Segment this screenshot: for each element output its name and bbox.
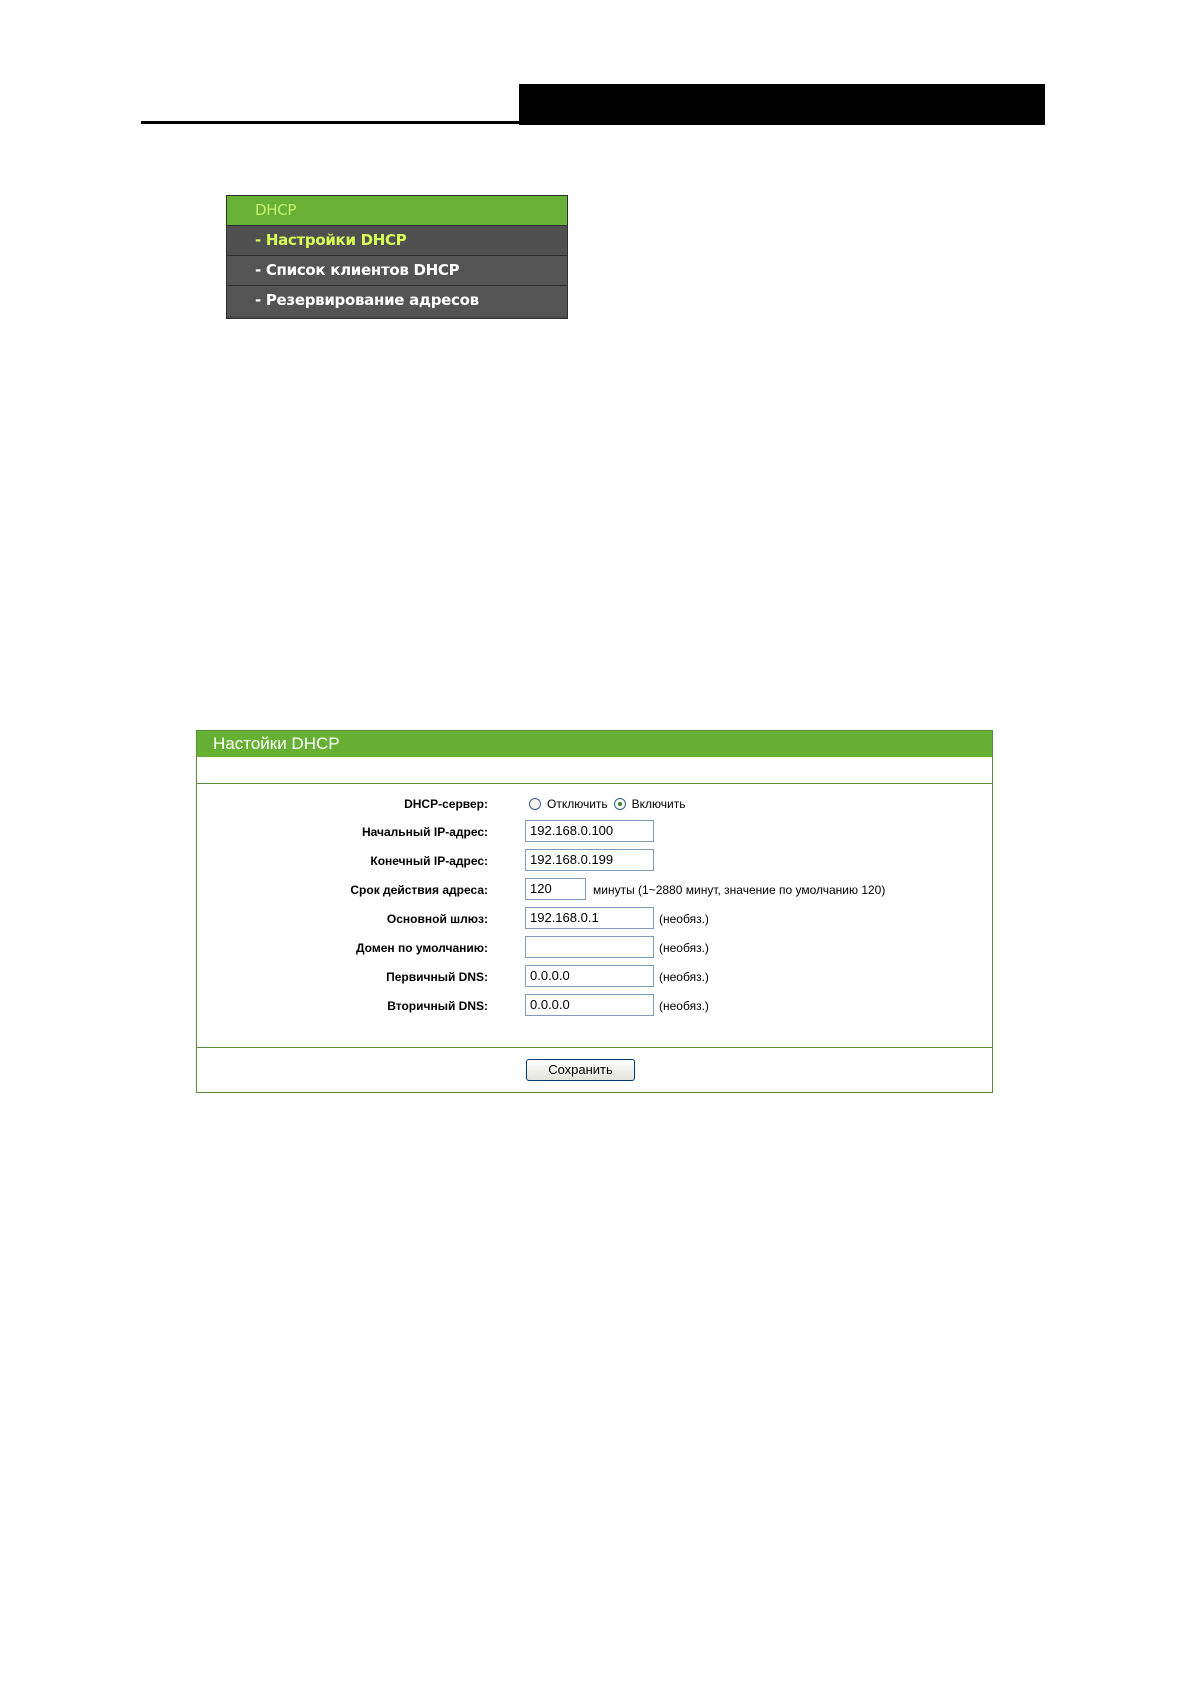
dhcp-server-radio-group: [529, 792, 692, 816]
page-header-rule: [141, 121, 519, 124]
lease-time-label: Срок действия адреса:: [350, 883, 488, 897]
divider: [197, 1047, 992, 1048]
secondary-dns-row: [197, 994, 992, 1018]
radio-enable[interactable]: [614, 798, 626, 810]
domain-label: Домен по умолчанию:: [355, 941, 488, 955]
menu-item-dhcp-clients[interactable]: - Список клиентов DHCP: [227, 256, 567, 286]
radio-enable-label[interactable]: Включить: [631, 797, 686, 811]
primary-dns-row: [197, 965, 992, 989]
start-ip-input[interactable]: 192.168.0.100: [525, 820, 654, 842]
save-button[interactable]: Сохранить: [526, 1059, 635, 1081]
gateway-row: [197, 907, 992, 931]
menu-header-dhcp[interactable]: DHCP: [227, 196, 567, 226]
gateway-label: Основной шлюз:: [386, 912, 488, 926]
radio-disable-label[interactable]: Отключить: [547, 797, 608, 811]
start-ip-row: [197, 820, 992, 844]
domain-input[interactable]: [525, 936, 654, 958]
gateway-hint: (необяз.): [659, 912, 709, 926]
primary-dns-label: Первичный DNS:: [386, 970, 488, 984]
gateway-input[interactable]: 192.168.0.1: [525, 907, 654, 929]
menu-item-dhcp-settings[interactable]: - Настройки DHCP: [227, 226, 567, 256]
primary-dns-input[interactable]: 0.0.0.0: [525, 965, 654, 987]
end-ip-label: Конечный IP-адрес:: [370, 854, 488, 868]
menu-item-address-reservation[interactable]: - Резервирование адресов: [227, 286, 567, 316]
end-ip-input[interactable]: 192.168.0.199: [525, 849, 654, 871]
secondary-dns-label: Вторичный DNS:: [387, 999, 488, 1013]
divider: [197, 783, 992, 784]
page-header-bar: [519, 84, 1045, 125]
dhcp-settings-panel: [196, 730, 993, 1093]
secondary-dns-hint: (необяз.): [659, 999, 709, 1013]
lease-time-hint: минуты (1~2880 минут, значение по умолчанию 120): [593, 883, 886, 897]
end-ip-row: [197, 849, 992, 873]
domain-hint: (необяз.): [659, 941, 709, 955]
domain-row: [197, 936, 992, 960]
panel-title: Настойки DHCP: [197, 731, 992, 757]
secondary-dns-input[interactable]: 0.0.0.0: [525, 994, 654, 1016]
lease-time-input[interactable]: 120: [525, 878, 586, 900]
dhcp-server-label: DHCP-сервер:: [404, 797, 488, 811]
start-ip-label: Начальный IP-адрес:: [361, 825, 488, 839]
lease-time-row: [197, 878, 992, 902]
primary-dns-hint: (необяз.): [659, 970, 709, 984]
radio-disable[interactable]: [529, 798, 541, 810]
dhcp-menu: [226, 195, 568, 319]
dhcp-server-row: [197, 792, 992, 816]
